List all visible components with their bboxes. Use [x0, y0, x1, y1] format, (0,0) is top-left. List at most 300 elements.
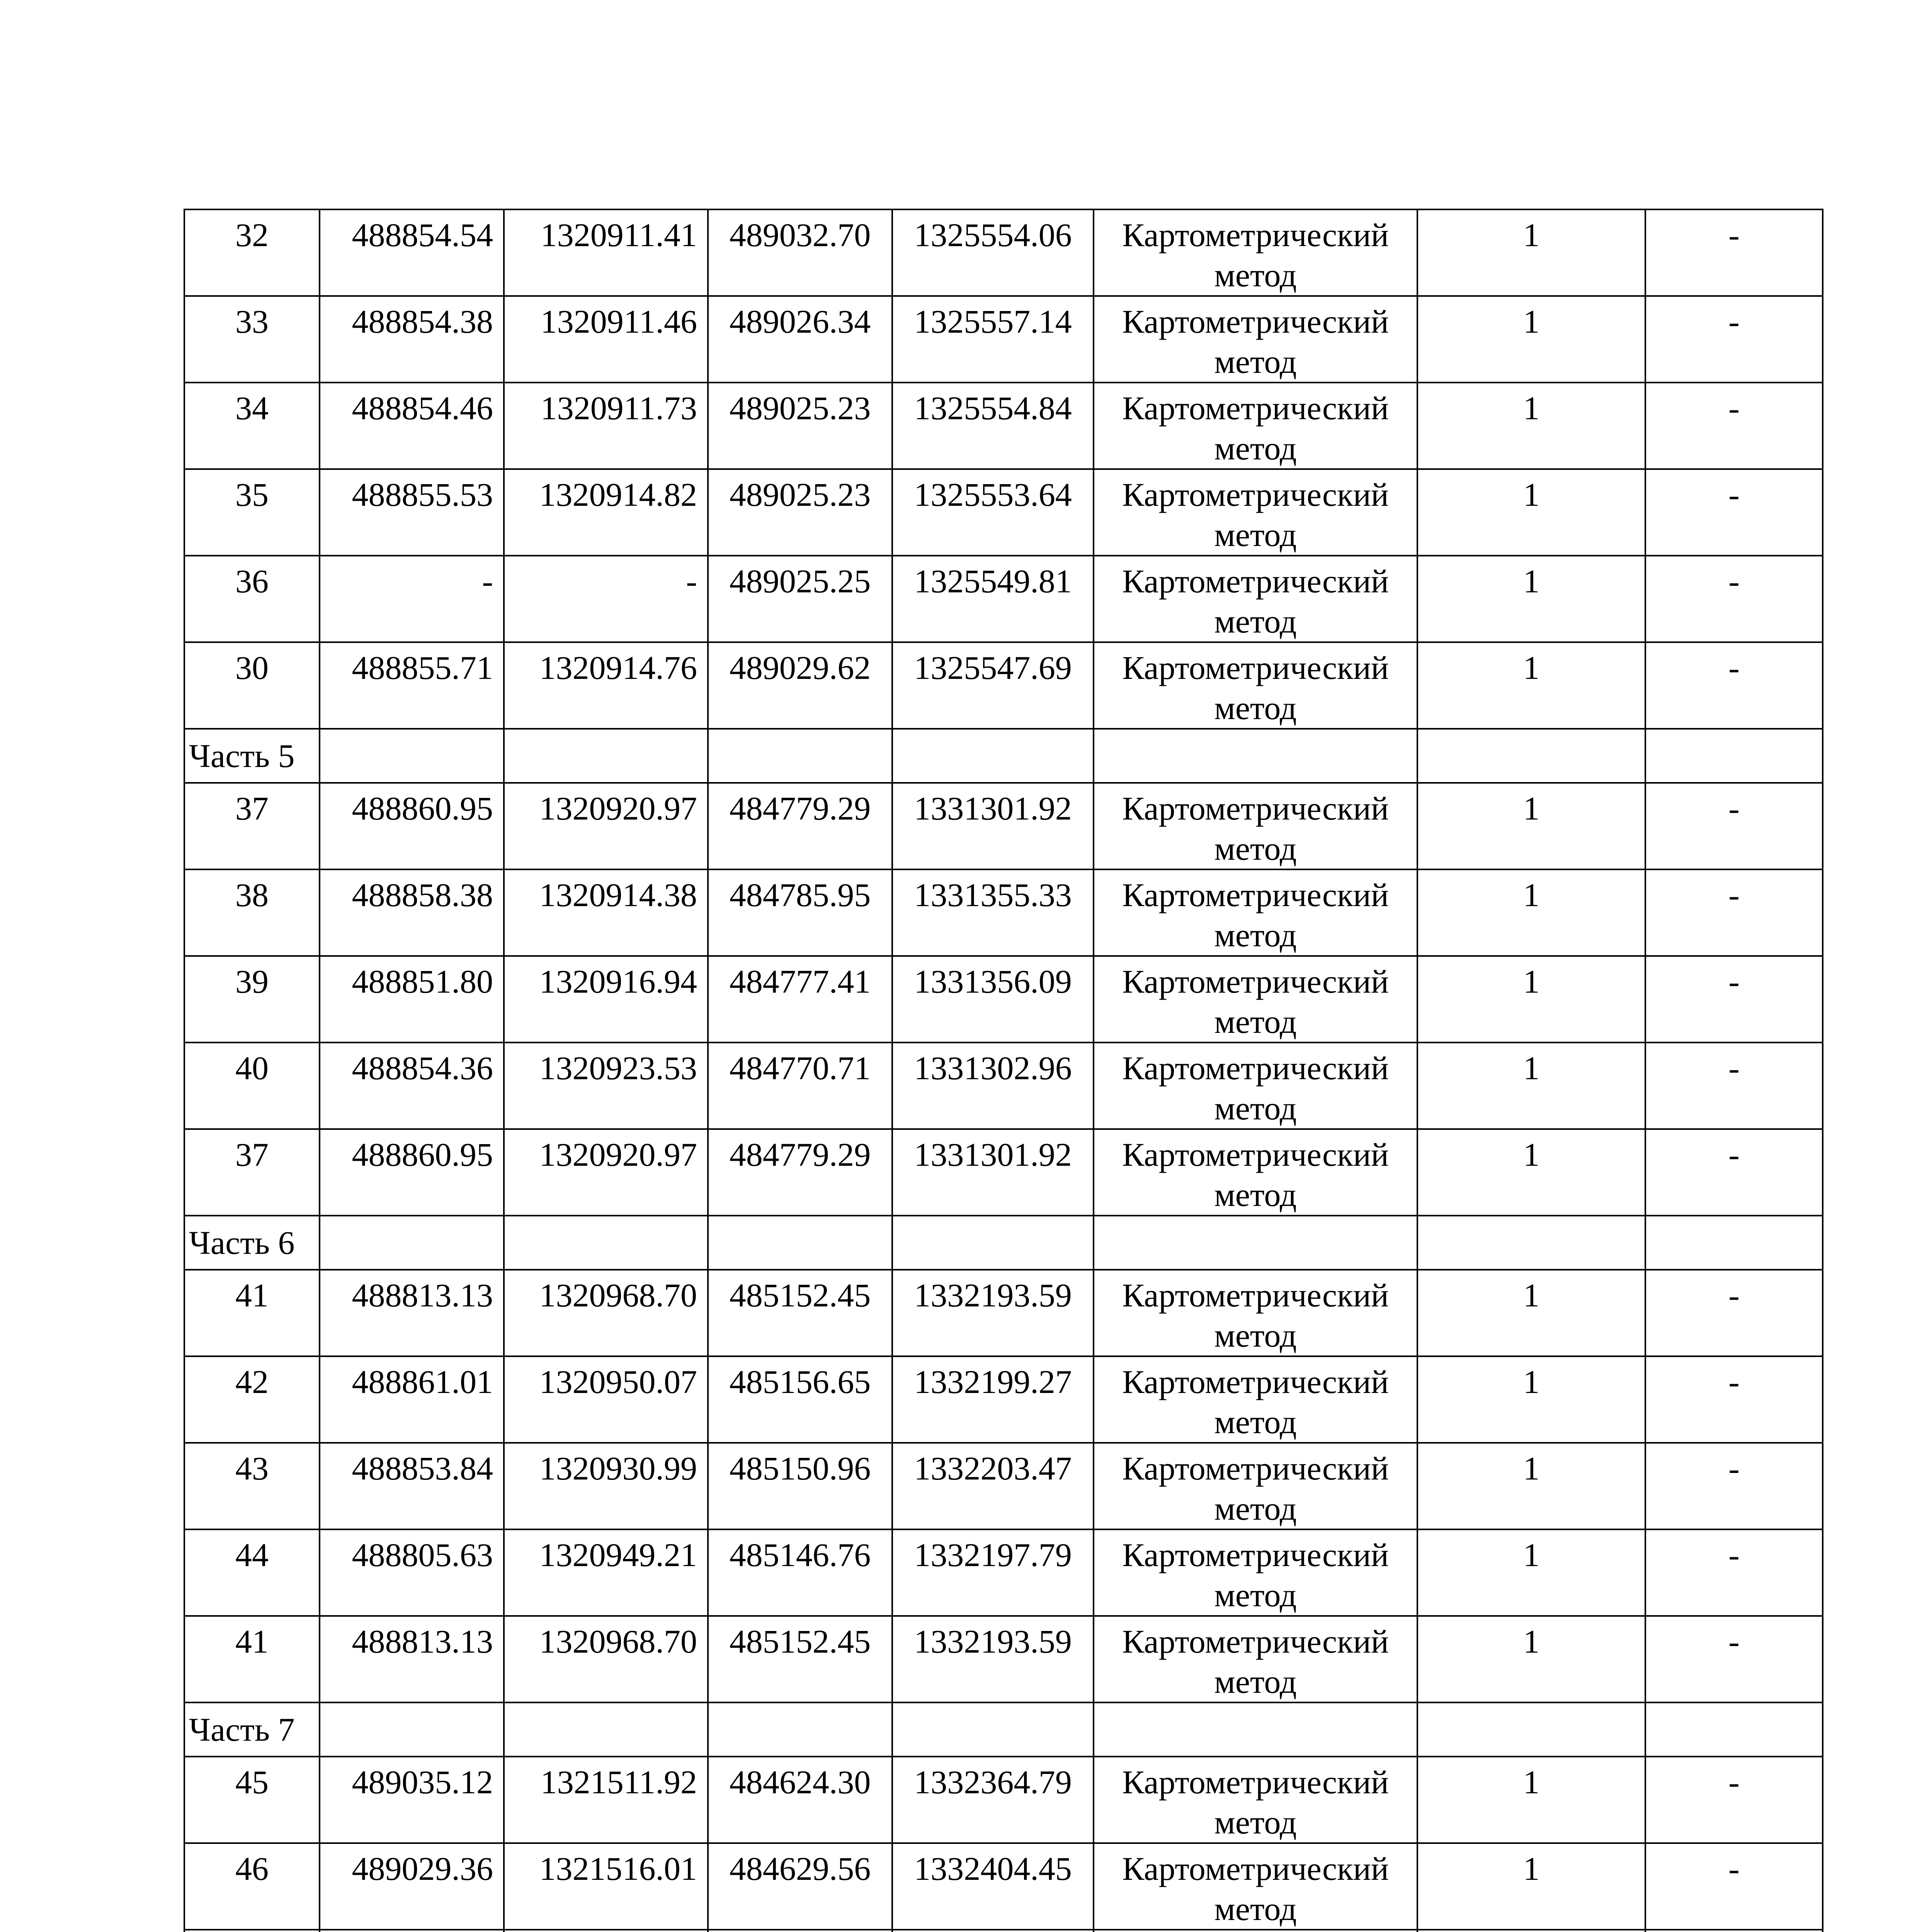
method-cell	[1094, 956, 1417, 1043]
part-header-row	[184, 729, 1823, 783]
x-new-cell	[708, 642, 892, 729]
accuracy-value: 1	[1523, 876, 1540, 913]
x-new-cell	[708, 869, 892, 956]
x-existing-value: 488860.95	[352, 1136, 493, 1173]
empty-cell	[708, 1216, 892, 1270]
coordinates-table	[184, 209, 1823, 1932]
point-number-cell	[184, 1529, 320, 1616]
point-number-cell	[184, 1757, 320, 1843]
y-existing-cell	[504, 1616, 708, 1702]
part-label-cell	[184, 729, 320, 783]
x-existing-value: 488860.95	[352, 790, 493, 827]
part-header-row	[184, 1216, 1823, 1270]
part-label-cell	[184, 1216, 320, 1270]
point-number-value: 45	[235, 1764, 269, 1801]
y-existing-value: 1320916.94	[539, 963, 697, 1000]
y-existing-cell	[504, 296, 708, 383]
x-existing-cell	[320, 956, 504, 1043]
x-new-value: 489025.25	[729, 563, 871, 600]
x-existing-cell	[320, 296, 504, 383]
y-new-value: 1325547.69	[914, 649, 1072, 686]
x-existing-cell	[320, 1129, 504, 1216]
note-value: -	[1728, 389, 1740, 427]
y-existing-value: 1320920.97	[539, 1136, 697, 1173]
y-new-cell	[892, 642, 1094, 729]
x-existing-value: 489029.36	[352, 1850, 493, 1887]
method-cell	[1094, 642, 1417, 729]
x-new-cell	[708, 296, 892, 383]
method-value: Картометрический метод	[1122, 1363, 1389, 1440]
note-value: -	[1728, 476, 1740, 513]
y-new-cell	[892, 1616, 1094, 1702]
method-value: Картометрический метод	[1122, 476, 1389, 553]
y-new-cell	[892, 383, 1094, 469]
x-new-cell	[708, 1930, 892, 1932]
note-cell	[1645, 1616, 1823, 1702]
empty-cell	[1645, 1702, 1823, 1757]
part-header-row	[184, 1702, 1823, 1757]
y-new-value: 1332404.45	[914, 1850, 1072, 1887]
y-new-value: 1332197.79	[914, 1536, 1072, 1573]
y-new-cell	[892, 1843, 1094, 1930]
y-existing-cell	[504, 783, 708, 869]
y-existing-value: 1321516.01	[539, 1850, 697, 1887]
y-existing-value: 1320914.82	[539, 476, 697, 513]
method-value: Картометрический метод	[1122, 1450, 1389, 1527]
accuracy-value: 1	[1523, 476, 1540, 513]
x-new-value: 484785.95	[729, 876, 871, 913]
x-new-cell	[708, 1757, 892, 1843]
method-value: Картометрический метод	[1122, 389, 1389, 467]
point-number-cell	[184, 469, 320, 556]
y-new-value: 1332199.27	[914, 1363, 1072, 1400]
x-new-cell	[708, 1270, 892, 1356]
y-new-cell	[892, 869, 1094, 956]
accuracy-cell	[1417, 1129, 1645, 1216]
y-existing-value: 1320914.76	[539, 649, 697, 686]
accuracy-value: 1	[1523, 216, 1540, 253]
accuracy-value: 1	[1523, 1450, 1540, 1487]
method-cell	[1094, 383, 1417, 469]
y-new-value: 1331356.09	[914, 963, 1072, 1000]
table-row	[184, 869, 1823, 956]
x-existing-value: 488855.53	[352, 476, 493, 513]
note-cell	[1645, 209, 1823, 296]
y-new-cell	[892, 1129, 1094, 1216]
method-cell	[1094, 296, 1417, 383]
accuracy-cell	[1417, 1616, 1645, 1702]
table-row	[184, 1843, 1823, 1930]
x-existing-value	[320, 1930, 503, 1932]
y-existing-value: 1320920.97	[539, 790, 697, 827]
x-new-value: 485150.96	[729, 1450, 871, 1487]
x-new-value: 489032.70	[729, 216, 871, 253]
point-number-cell	[184, 296, 320, 383]
point-number-cell	[184, 956, 320, 1043]
point-number-value: 41	[235, 1623, 269, 1660]
empty-cell	[320, 1216, 504, 1270]
method-value: Картометрический метод	[1122, 876, 1389, 954]
note-value: -	[1728, 1536, 1740, 1573]
method-value: Картометрический метод	[1122, 649, 1389, 726]
method-cell	[1094, 1043, 1417, 1129]
note-value	[1646, 1930, 1822, 1932]
x-existing-value: 488853.84	[352, 1450, 493, 1487]
y-new-cell	[892, 1529, 1094, 1616]
note-value: -	[1728, 649, 1740, 686]
y-existing-cell	[504, 556, 708, 642]
empty-cell	[504, 729, 708, 783]
point-number-value: 38	[235, 876, 269, 913]
y-existing-value: 1320911.46	[540, 303, 697, 340]
empty-cell	[1417, 1216, 1645, 1270]
y-existing-cell	[504, 1043, 708, 1129]
table-row	[184, 296, 1823, 383]
accuracy-cell	[1417, 1930, 1645, 1932]
x-new-value: 485146.76	[729, 1536, 871, 1573]
y-existing-cell	[504, 469, 708, 556]
y-new-value: 1325549.81	[914, 563, 1072, 600]
x-existing-value: -	[482, 563, 493, 600]
y-existing-cell	[504, 1443, 708, 1529]
x-existing-value: 488813.13	[352, 1623, 493, 1660]
y-new-value: 1332193.59	[914, 1277, 1072, 1314]
y-existing-cell	[504, 1356, 708, 1443]
method-value	[1094, 1930, 1417, 1932]
table-row	[184, 956, 1823, 1043]
y-new-cell	[892, 1043, 1094, 1129]
point-number-cell	[184, 209, 320, 296]
accuracy-cell	[1417, 1757, 1645, 1843]
accuracy-cell	[1417, 1843, 1645, 1930]
accuracy-cell	[1417, 956, 1645, 1043]
note-cell	[1645, 1443, 1823, 1529]
x-new-value: 489025.23	[729, 476, 871, 513]
point-number-value: 44	[235, 1536, 269, 1573]
x-new-cell	[708, 209, 892, 296]
y-new-value: 1325553.64	[914, 476, 1072, 513]
table-row	[184, 1616, 1823, 1702]
y-new-cell	[892, 1356, 1094, 1443]
empty-cell	[892, 729, 1094, 783]
note-cell	[1645, 1129, 1823, 1216]
table-row	[184, 1930, 1823, 1932]
y-new-value	[893, 1930, 1093, 1932]
x-existing-cell	[320, 469, 504, 556]
x-new-cell	[708, 469, 892, 556]
y-existing-value: 1320968.70	[539, 1623, 697, 1660]
y-existing-value: -	[686, 563, 697, 600]
note-cell	[1645, 1930, 1823, 1932]
x-existing-cell	[320, 1529, 504, 1616]
x-existing-value: 488855.71	[352, 649, 493, 686]
method-cell	[1094, 1129, 1417, 1216]
x-existing-cell	[320, 209, 504, 296]
table-row	[184, 556, 1823, 642]
y-existing-cell	[504, 383, 708, 469]
note-value: -	[1728, 1623, 1740, 1660]
x-new-value: 485156.65	[729, 1363, 871, 1400]
x-existing-value: 488858.38	[352, 876, 493, 913]
point-number-cell	[184, 556, 320, 642]
y-existing-cell	[504, 1529, 708, 1616]
x-existing-cell	[320, 783, 504, 869]
accuracy-cell	[1417, 469, 1645, 556]
x-existing-cell	[320, 1356, 504, 1443]
y-new-value: 1331302.96	[914, 1049, 1072, 1087]
empty-cell	[708, 729, 892, 783]
method-value: Картометрический метод	[1122, 1623, 1389, 1700]
note-cell	[1645, 1270, 1823, 1356]
empty-cell	[1645, 1216, 1823, 1270]
method-cell	[1094, 1930, 1417, 1932]
y-existing-value: 1320911.41	[540, 216, 697, 253]
y-existing-value: 1321511.92	[540, 1764, 697, 1801]
note-cell	[1645, 1356, 1823, 1443]
y-new-cell	[892, 956, 1094, 1043]
accuracy-value: 1	[1523, 649, 1540, 686]
x-existing-cell	[320, 869, 504, 956]
table-row	[184, 1043, 1823, 1129]
table-row	[184, 1757, 1823, 1843]
x-new-cell	[708, 1043, 892, 1129]
x-new-value: 484777.41	[729, 963, 871, 1000]
x-new-cell	[708, 1529, 892, 1616]
method-cell	[1094, 1356, 1417, 1443]
y-new-value: 1331301.92	[914, 790, 1072, 827]
note-cell	[1645, 556, 1823, 642]
method-value: Картометрический метод	[1122, 1850, 1389, 1927]
method-cell	[1094, 1529, 1417, 1616]
x-existing-cell	[320, 383, 504, 469]
method-value: Картометрический метод	[1122, 1277, 1389, 1354]
point-number-cell	[184, 642, 320, 729]
x-existing-cell	[320, 1043, 504, 1129]
x-new-value: 489025.23	[729, 389, 871, 427]
y-new-cell	[892, 783, 1094, 869]
y-existing-cell	[504, 1757, 708, 1843]
point-number-value: 46	[235, 1850, 269, 1887]
note-value: -	[1728, 303, 1740, 340]
accuracy-value	[1418, 1930, 1645, 1932]
accuracy-value: 1	[1523, 563, 1540, 600]
y-new-cell	[892, 296, 1094, 383]
y-new-value: 1325557.14	[914, 303, 1072, 340]
part-label: Часть 7	[189, 1711, 295, 1748]
x-existing-value: 488854.46	[352, 389, 493, 427]
note-cell	[1645, 1757, 1823, 1843]
x-new-value: 485152.45	[729, 1277, 871, 1314]
note-value: -	[1728, 1363, 1740, 1400]
y-new-cell	[892, 1270, 1094, 1356]
x-existing-cell	[320, 1270, 504, 1356]
accuracy-value: 1	[1523, 1277, 1540, 1314]
note-cell	[1645, 1843, 1823, 1930]
y-new-value: 1332193.59	[914, 1623, 1072, 1660]
point-number-cell	[184, 783, 320, 869]
note-value: -	[1728, 563, 1740, 600]
note-cell	[1645, 296, 1823, 383]
table-row	[184, 1129, 1823, 1216]
x-existing-cell	[320, 556, 504, 642]
point-number-cell	[184, 1356, 320, 1443]
method-value: Картометрический метод	[1122, 1536, 1389, 1614]
empty-cell	[708, 1702, 892, 1757]
method-value: Картометрический метод	[1122, 1136, 1389, 1213]
method-value: Картометрический метод	[1122, 1049, 1389, 1127]
accuracy-cell	[1417, 869, 1645, 956]
point-number-value: 34	[235, 389, 269, 427]
point-number-cell	[184, 1616, 320, 1702]
point-number-value: 36	[235, 563, 269, 600]
accuracy-cell	[1417, 209, 1645, 296]
part-label-cell	[184, 1702, 320, 1757]
method-value: Картометрический метод	[1122, 963, 1389, 1040]
x-new-value: 489026.34	[729, 303, 871, 340]
note-value: -	[1728, 876, 1740, 913]
table-row	[184, 383, 1823, 469]
method-value: Картометрический метод	[1122, 790, 1389, 867]
point-number-cell	[184, 1930, 320, 1932]
accuracy-value: 1	[1523, 1136, 1540, 1173]
accuracy-value: 1	[1523, 1363, 1540, 1400]
y-existing-value: 1320950.07	[539, 1363, 697, 1400]
x-existing-value: 488854.38	[352, 303, 493, 340]
x-new-cell	[708, 1443, 892, 1529]
method-value: Картометрический метод	[1122, 303, 1389, 380]
table-row	[184, 209, 1823, 296]
accuracy-value: 1	[1523, 790, 1540, 827]
y-new-cell	[892, 1443, 1094, 1529]
table-row	[184, 1529, 1823, 1616]
point-number-cell	[184, 1129, 320, 1216]
note-value: -	[1728, 1136, 1740, 1173]
note-value: -	[1728, 1049, 1740, 1087]
accuracy-value: 1	[1523, 389, 1540, 427]
y-existing-cell	[504, 869, 708, 956]
point-number-cell	[184, 1270, 320, 1356]
part-label: Часть 5	[189, 737, 295, 774]
x-new-cell	[708, 1843, 892, 1930]
point-number-value: 40	[235, 1049, 269, 1087]
x-existing-value: 489035.12	[352, 1764, 493, 1801]
method-cell	[1094, 556, 1417, 642]
empty-cell	[1094, 1216, 1417, 1270]
accuracy-cell	[1417, 383, 1645, 469]
empty-cell	[892, 1702, 1094, 1757]
x-new-cell	[708, 956, 892, 1043]
empty-cell	[1645, 729, 1823, 783]
table-row	[184, 1443, 1823, 1529]
x-new-value: 484624.30	[729, 1764, 871, 1801]
y-new-value: 1325554.06	[914, 216, 1072, 253]
point-number-cell	[184, 869, 320, 956]
accuracy-cell	[1417, 296, 1645, 383]
x-existing-value: 488854.36	[352, 1049, 493, 1087]
point-number-value: 39	[235, 963, 269, 1000]
method-cell	[1094, 1757, 1417, 1843]
point-number-cell	[184, 1043, 320, 1129]
x-new-value: 484629.56	[729, 1850, 871, 1887]
y-existing-cell	[504, 1129, 708, 1216]
method-cell	[1094, 209, 1417, 296]
accuracy-cell	[1417, 642, 1645, 729]
y-existing-value: 1320968.70	[539, 1277, 697, 1314]
method-cell	[1094, 469, 1417, 556]
x-existing-value: 488805.63	[352, 1536, 493, 1573]
table-row	[184, 783, 1823, 869]
point-number-value: 32	[235, 216, 269, 253]
note-value: -	[1728, 216, 1740, 253]
y-existing-cell	[504, 209, 708, 296]
y-existing-value: 1320949.21	[539, 1536, 697, 1573]
y-new-value: 1331355.33	[914, 876, 1072, 913]
method-value: Картометрический метод	[1122, 1764, 1389, 1841]
method-cell	[1094, 1270, 1417, 1356]
x-new-value: 484770.71	[729, 1049, 871, 1087]
point-number-value	[185, 1930, 319, 1932]
x-existing-cell	[320, 1443, 504, 1529]
accuracy-value: 1	[1523, 1850, 1540, 1887]
x-existing-cell	[320, 1843, 504, 1930]
x-new-value	[709, 1930, 891, 1932]
x-new-cell	[708, 1616, 892, 1702]
point-number-value: 42	[235, 1363, 269, 1400]
y-new-cell	[892, 469, 1094, 556]
note-value: -	[1728, 1277, 1740, 1314]
accuracy-value: 1	[1523, 963, 1540, 1000]
x-new-value: 489029.62	[729, 649, 871, 686]
y-existing-cell	[504, 1930, 708, 1932]
x-new-value: 485152.45	[729, 1623, 871, 1660]
y-existing-value: 1320914.38	[539, 876, 697, 913]
empty-cell	[320, 1702, 504, 1757]
accuracy-cell	[1417, 1529, 1645, 1616]
y-existing-value: 1320930.99	[539, 1450, 697, 1487]
point-number-cell	[184, 1843, 320, 1930]
x-new-cell	[708, 383, 892, 469]
point-number-value: 35	[235, 476, 269, 513]
accuracy-cell	[1417, 556, 1645, 642]
note-cell	[1645, 1529, 1823, 1616]
y-new-cell	[892, 1930, 1094, 1932]
x-new-cell	[708, 1129, 892, 1216]
x-existing-cell	[320, 1930, 504, 1932]
empty-cell	[1094, 1702, 1417, 1757]
x-existing-cell	[320, 1757, 504, 1843]
point-number-cell	[184, 1443, 320, 1529]
note-cell	[1645, 956, 1823, 1043]
accuracy-value: 1	[1523, 1536, 1540, 1573]
empty-cell	[320, 729, 504, 783]
point-number-value: 37	[235, 790, 269, 827]
note-value: -	[1728, 963, 1740, 1000]
part-label: Часть 6	[189, 1224, 295, 1261]
y-existing-cell	[504, 1843, 708, 1930]
y-new-value: 1325554.84	[914, 389, 1072, 427]
table-row	[184, 1356, 1823, 1443]
accuracy-value: 1	[1523, 1764, 1540, 1801]
x-existing-value: 488854.54	[352, 216, 493, 253]
x-existing-value: 488861.01	[352, 1363, 493, 1400]
table-body	[184, 209, 1823, 1932]
point-number-value: 41	[235, 1277, 269, 1314]
empty-cell	[504, 1216, 708, 1270]
y-existing-value: 1320911.73	[540, 389, 697, 427]
method-cell	[1094, 783, 1417, 869]
y-existing-cell	[504, 956, 708, 1043]
y-new-cell	[892, 209, 1094, 296]
